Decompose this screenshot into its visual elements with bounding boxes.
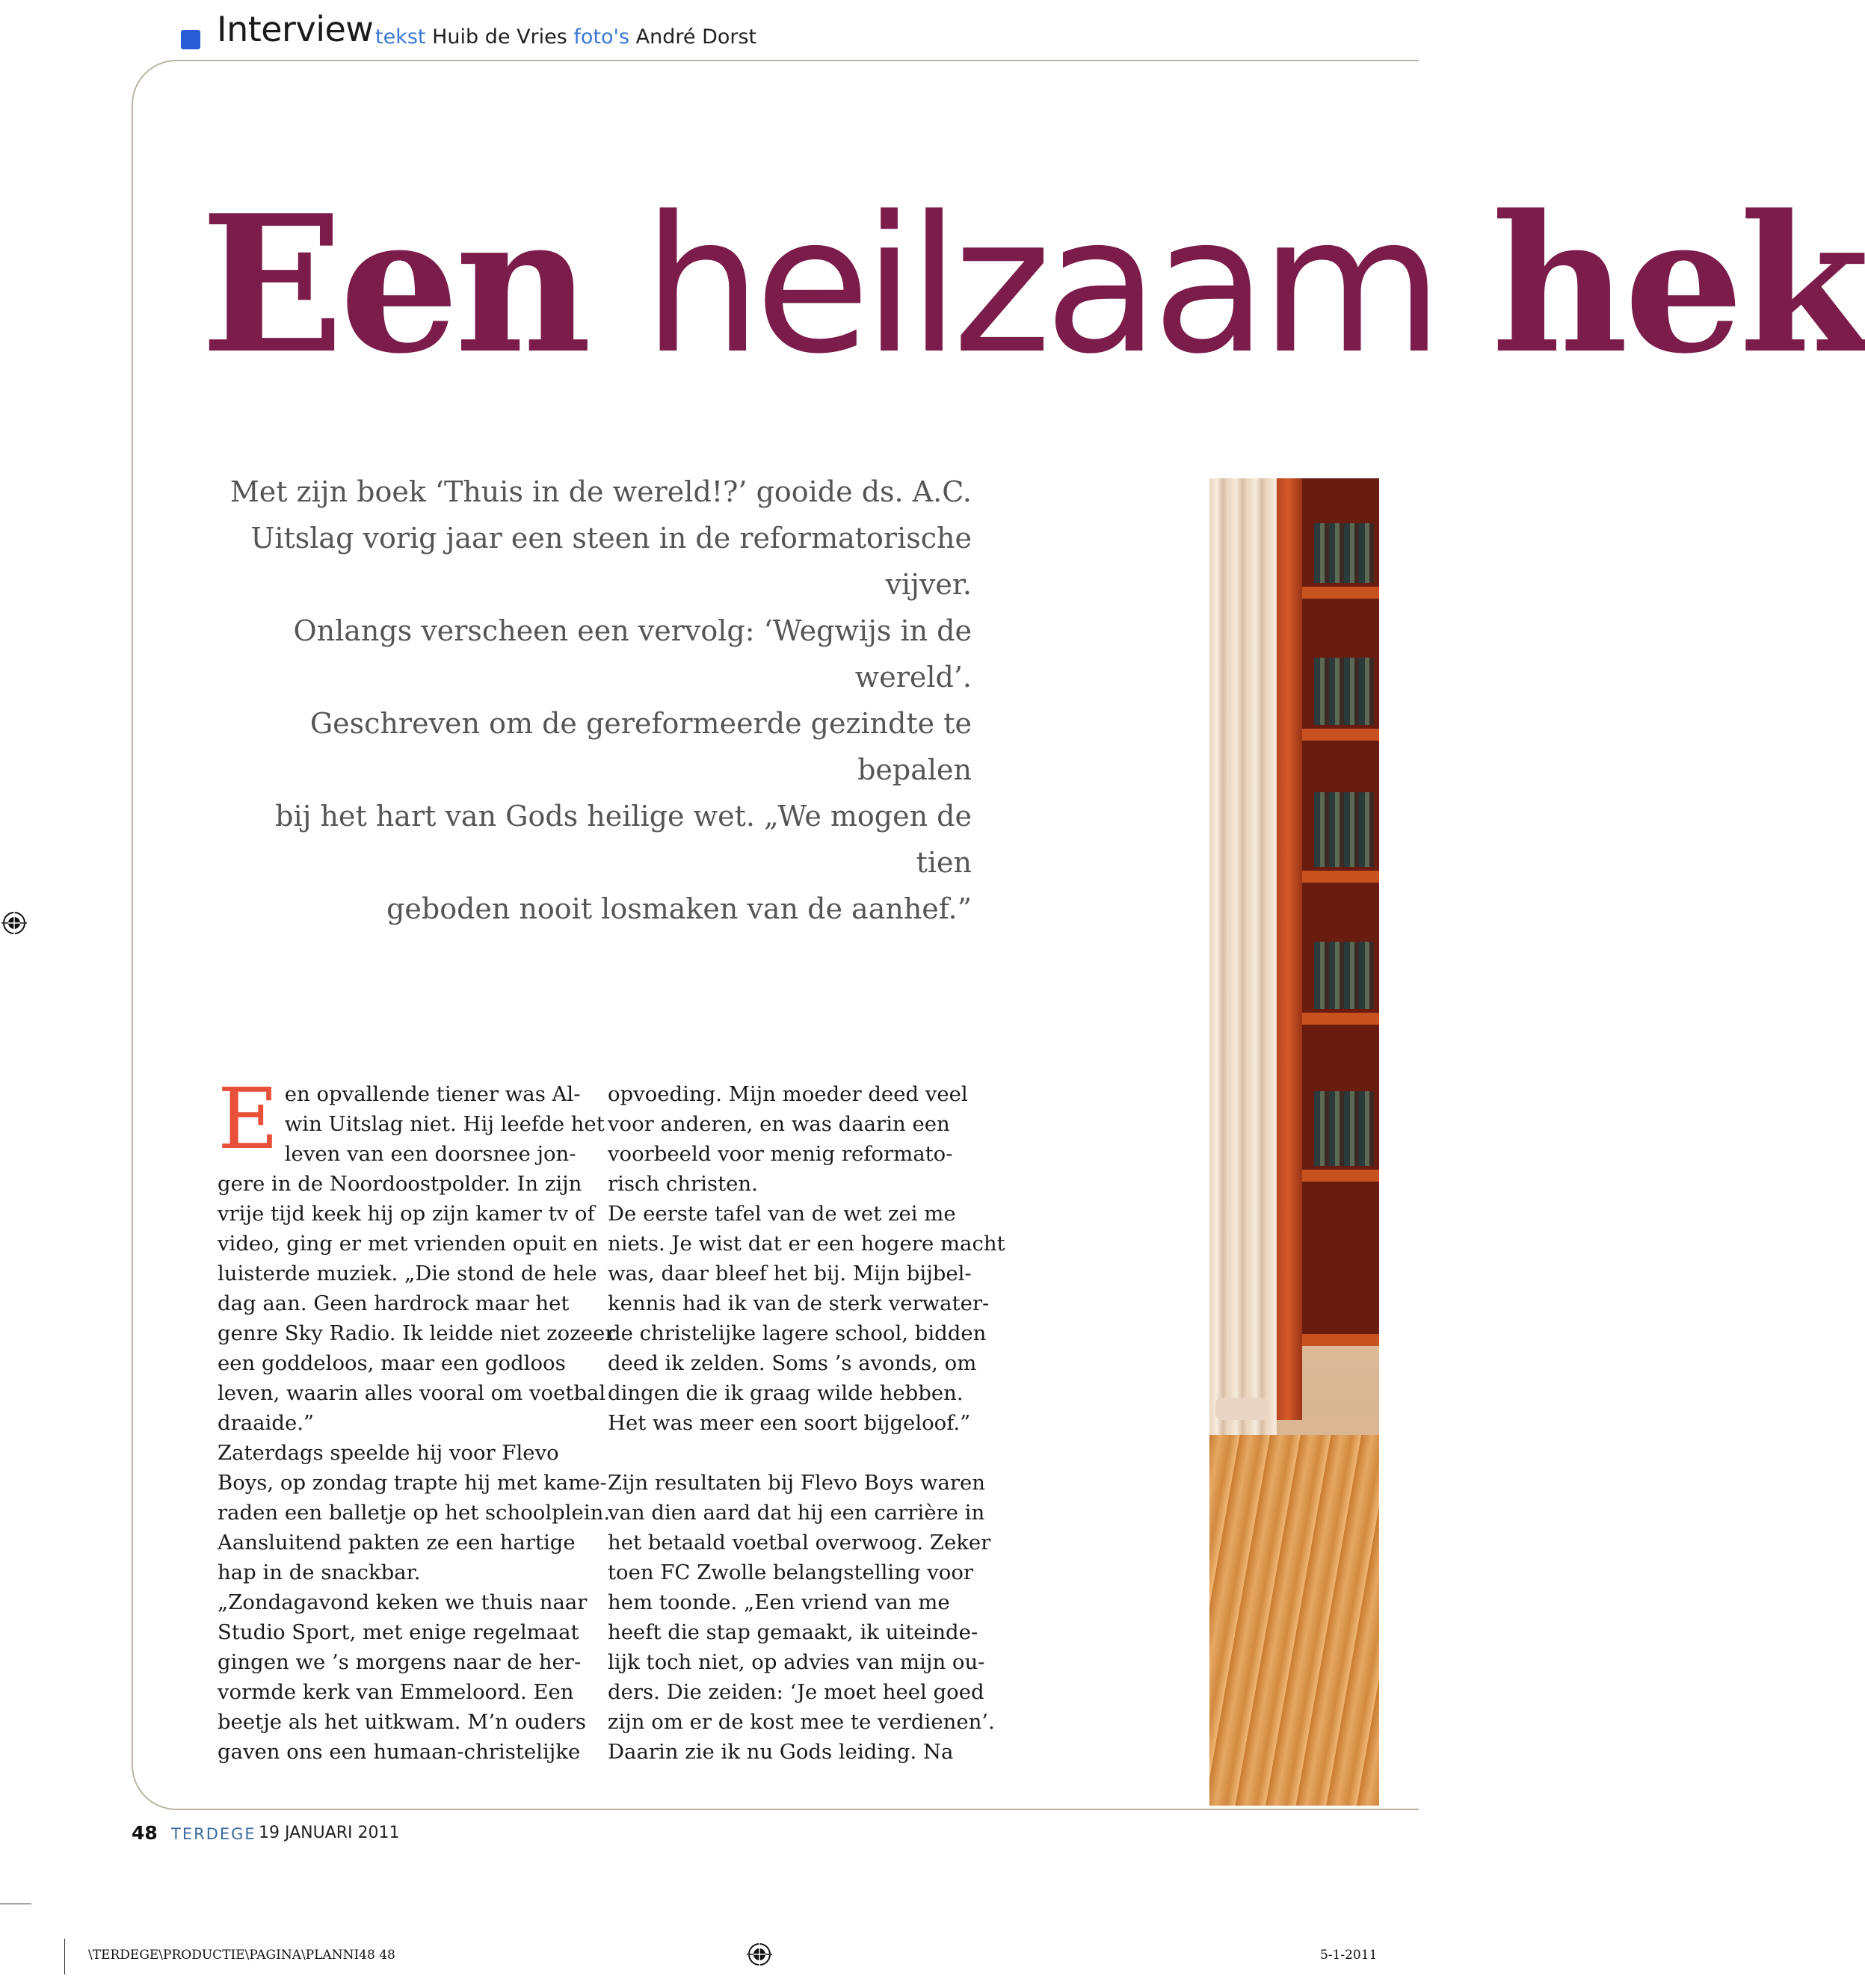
photo-shelf-board (1299, 729, 1379, 741)
body-column-2 (608, 1079, 1005, 1767)
photo-books (1314, 792, 1374, 867)
body-line: raden een balletje op het schoolplein. (218, 1501, 611, 1525)
body-line: dag aan. Geen hardrock maar het (218, 1291, 570, 1315)
intro-line: Met zijn boek ‘Thuis in de wereld!?’ gooide ds. A.C. (229, 475, 972, 508)
intro-line: Uitslag vorig jaar een steen in de reformatorische vijver. (250, 522, 972, 601)
body-line: en opvallende tiener was Al- (284, 1082, 581, 1106)
intro-line: Onlangs verscheen een vervolg: ‘Wegwijs in de wereld’. (293, 614, 972, 694)
body-line: gingen we ’s morgens naar de her- (218, 1650, 582, 1674)
intro-line: geboden nooit losmaken van de aanhef.” (386, 892, 972, 925)
body-line: Daarin zie ik nu Gods leiding. Na (608, 1740, 954, 1764)
drop-cap: E (218, 1071, 279, 1168)
body-line: vormde kerk van Emmeloord. Een (218, 1680, 574, 1704)
body-line: de christelijke lagere school, bidden (608, 1321, 987, 1345)
photo-shelf-board (1299, 871, 1379, 883)
body-line: was, daar bleef het bij. Mijn bijbel- (608, 1262, 972, 1285)
crop-mark (64, 1939, 65, 1975)
body-line: De eerste tafel van de wet zei me (608, 1202, 956, 1226)
photographer-name: André Dorst (635, 25, 757, 49)
photo-shelf-board (1299, 587, 1379, 599)
body-line: voorbeeld voor menig reformato- (608, 1142, 953, 1166)
body-line: Boys, op zondag trapte hij met kame- (218, 1471, 607, 1495)
body-line: „Zondagavond keken we thuis naar (218, 1590, 588, 1614)
photo-books (1314, 942, 1374, 1009)
photo-wooden-floor (1209, 1435, 1379, 1806)
registration-mark-icon (747, 1942, 772, 1967)
body-line: leven, waarin alles vooral om voetbal (218, 1381, 606, 1405)
body-line: het betaald voetbal overwoog. Zeker (608, 1531, 991, 1555)
credit-photo-label: foto's (573, 25, 630, 49)
body-line: niets. Je wist dat er een hogere macht (608, 1232, 1005, 1256)
body-line: een goddeloos, maar een godloos (218, 1351, 566, 1375)
body-line: dingen die ik graag wilde hebben. (608, 1381, 964, 1405)
body-line: genre Sky Radio. Ik leidde niet zozeer (218, 1321, 615, 1345)
body-line: voor anderen, en was daarin een (608, 1112, 950, 1136)
interview-photo (1209, 478, 1379, 1806)
body-line: Aansluitend pakten ze een hartige (218, 1531, 576, 1555)
title-word-1: Een (200, 174, 588, 395)
body-line: Zijn resultaten bij Flevo Boys waren (608, 1471, 986, 1495)
body-line: risch christen. (608, 1172, 758, 1196)
paragraph-gap (608, 1438, 981, 1468)
body-line: luisterde muziek. „Die stond de hele (218, 1262, 597, 1285)
body-line: Studio Sport, met enige regelmaat (218, 1620, 579, 1644)
body-line: toen FC Zwolle belangstelling voor (608, 1561, 974, 1584)
title-word-2: heilzaam (642, 176, 1437, 395)
photo-books (1314, 658, 1374, 725)
author-name: Huib de Vries (432, 25, 567, 49)
body-line: gere in de Noordoostpolder. In zijn (218, 1172, 582, 1196)
article-title (200, 174, 1865, 395)
body-line: win Uitslag niet. Hij leefde het (284, 1112, 605, 1136)
intro-line: bij het hart van Gods heilige wet. „We mogen de tien (275, 800, 972, 879)
registration-mark-icon (1, 910, 27, 936)
body-line: deed ik zelden. Soms ’s avonds, om (608, 1351, 977, 1375)
body-line: video, ging er met vrienden opuit en (218, 1232, 599, 1256)
section-marker-square (181, 30, 200, 49)
body-line: Het was meer een soort bijgeloof.” (608, 1411, 971, 1435)
photo-shelf-board (1299, 1013, 1379, 1025)
body-line: heeft die stap gemaakt, ik uiteinde- (608, 1620, 978, 1644)
body-line: kennis had ik van de sterk verwater- (608, 1291, 990, 1315)
body-line: ders. Die zeiden: ‘Je moet heel goed (608, 1680, 984, 1704)
body-line: Zaterdags speelde hij voor Flevo (218, 1441, 559, 1465)
body-line: hem toonde. „Een vriend van me (608, 1590, 950, 1614)
body-line: draaide.” (218, 1411, 315, 1435)
intro-line: Geschreven om de gereformeerde gezindte te bepalen (309, 707, 972, 786)
body-line: beetje als het uitkwam. M’n ouders (218, 1710, 587, 1734)
photo-shelf-board (1299, 1170, 1379, 1182)
photo-books (1314, 523, 1374, 583)
issue-date: 19 JANUARI 2011 (259, 1824, 400, 1842)
article-intro (224, 469, 972, 932)
photo-shelf-board (1299, 1334, 1379, 1346)
section-label: Interview (217, 9, 374, 49)
magazine-name: TERDEGE (171, 1825, 256, 1843)
title-word-3: hek (1491, 174, 1865, 395)
photo-curtain-tie (1215, 1398, 1268, 1420)
body-line: hap in de snackbar. (218, 1561, 421, 1584)
credits (375, 25, 756, 49)
photo-shelf-post (1274, 478, 1302, 1420)
body-line: lijk toch niet, op advies van mijn ou- (608, 1650, 985, 1674)
body-line: zijn om er de kost mee te verdienen’. (608, 1710, 995, 1734)
body-line: van dien aard dat hij een carrière in (608, 1501, 985, 1525)
credit-text-label: tekst (375, 25, 426, 49)
body-line: vrije tijd keek hij op zijn kamer tv of (218, 1202, 595, 1226)
body-line: gaven ons een humaan-christelijke (218, 1740, 581, 1764)
body-line: opvoeding. Mijn moeder deed veel (608, 1082, 968, 1106)
print-slug: \TERDEGE\PRODUCTIE\PAGINA\PLANNI48 48 (88, 1948, 395, 1963)
body-line: leven van een doorsnee jon- (284, 1142, 576, 1166)
body-column-1 (218, 1071, 615, 1767)
photo-books (1314, 1091, 1374, 1166)
print-slug-date: 5-1-2011 (1320, 1948, 1378, 1963)
page-number: 48 (132, 1822, 158, 1844)
